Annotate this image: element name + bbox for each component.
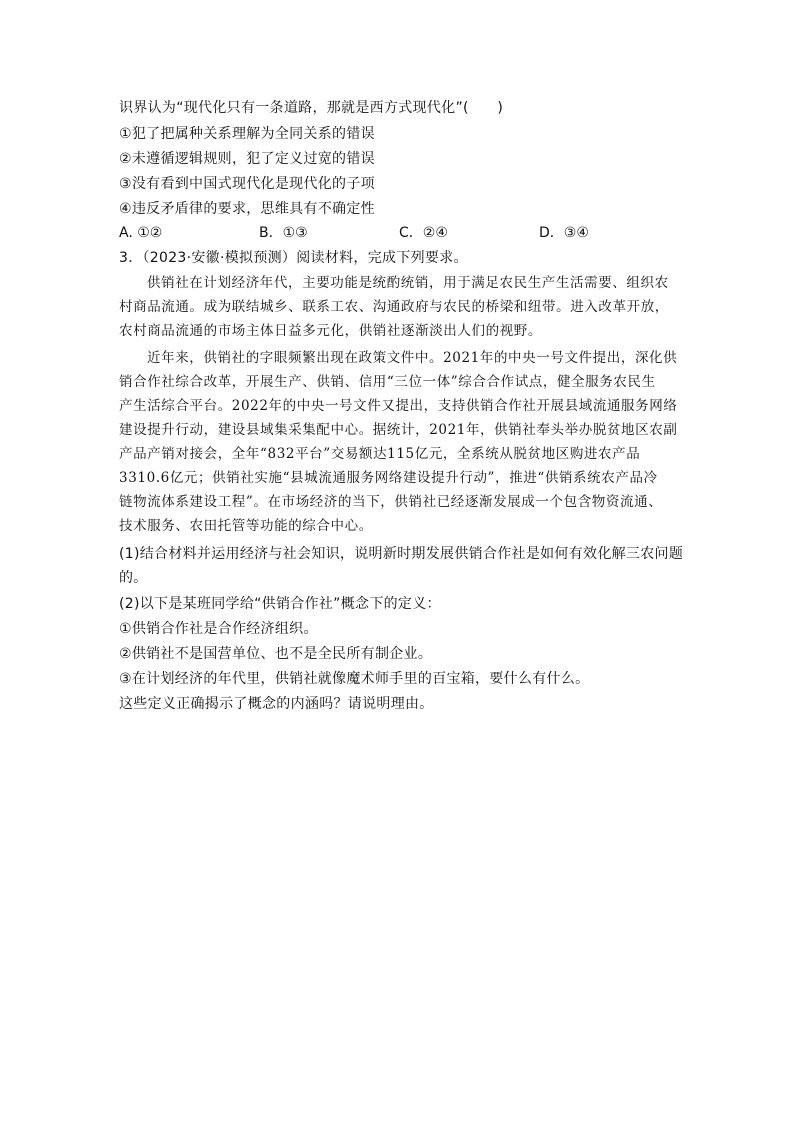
q3-material-line-9: 3310.6亿元；供销社实施“县城流通服务网络建设提升行动”，推进“供销系统农产品冷 (119, 470, 658, 486)
q3-material-line-1: 供销社在计划经济年代，主要功能是统酌统销，用于满足农民生产生活需要、组织农 (147, 275, 669, 291)
q2-statement-4: ④违反矛盾律的要求，思维具有不确定性 (119, 201, 375, 217)
q3-definition-3: ③在计划经济的年代里，供销社就像魔术师手里的百宝箱，要什么有什么。 (119, 671, 590, 687)
q3-material-line-7: 建设提升行动，建设县域集采集配中心。据统计，2021年，供销社奉头举办脱贫地区农副 (119, 422, 678, 438)
q3-definition-1: ①供销合作社是合作经济组织。 (119, 621, 318, 637)
q2-statement-2: ②未遵循逻辑规则，犯了定义过宽的错误 (119, 151, 375, 167)
q2-statement-1: ①犯了把属种关系理解为全同关系的错误 (119, 126, 375, 142)
q3-material-line-5: 销合作社综合改革，开展生产、供销、信用“三位一体”综合合作试点，健全服务农民生 (119, 374, 656, 390)
q3-sub2-question: 这些定义正确揭示了概念的内涵吗？请说明理由。 (119, 696, 434, 712)
q3-material-line-10: 链物流体系建设工程”。在市场经济的当下，供销社已经逐渐发展成一个包含物资流通、 (119, 494, 663, 510)
q2-statement-3: ③没有看到中国式现代化是现代化的子项 (119, 176, 375, 192)
q2-option-d: D．③④ (539, 225, 589, 241)
q3-sub1-line-1: (1)结合材料并运用经济与社会知识，说明新时期发展供销合作社是如何有效化解三农问题 (119, 546, 684, 562)
q2-option-a: A. ①② (119, 225, 163, 241)
q3-material-line-8: 产品产销对接会，全年“832平台”交易额达115亿元，全系统从脱贫地区购进农产品 (119, 446, 641, 462)
q3-material-line-3: 农村商品流通的市场主体日益多元化，供销社逐渐淡出人们的视野。 (119, 323, 542, 339)
q3-header: 3．（2023·安徽·模拟预测）阅读材料，完成下列要求。 (119, 250, 468, 266)
q3-material-line-4: 近年来，供销社的字眼频繁出现在政策文件中。2021年的中央一号文件提出，深化供 (147, 350, 678, 366)
q3-definition-2: ②供销社不是国营单位、也不是全民所有制企业。 (119, 646, 433, 662)
q3-sub1-line-2: 的。 (119, 570, 148, 586)
q3-material-line-11: 技术服务、农田托管等功能的综合中心。 (119, 518, 373, 534)
q2-option-b: B．①③ (259, 225, 308, 241)
q3-material-line-6: 产生活综合平台。2022年的中央一号文件又提出，支持供销合作社开展县域流通服务网络 (119, 398, 678, 414)
q2-option-c: C．②④ (399, 225, 448, 241)
q3-sub2-intro: (2)以下是某班同学给“供销合作社”概念下的定义： (119, 596, 441, 612)
q2-stem-tail: 识界认为“现代化只有一条道路，那就是西方式现代化”( ) (119, 100, 504, 116)
q3-material-line-2: 村商品流通。成为联结城乡、联系工农、沟通政府与农民的桥梁和纽带。进入改革开放， (119, 299, 669, 315)
